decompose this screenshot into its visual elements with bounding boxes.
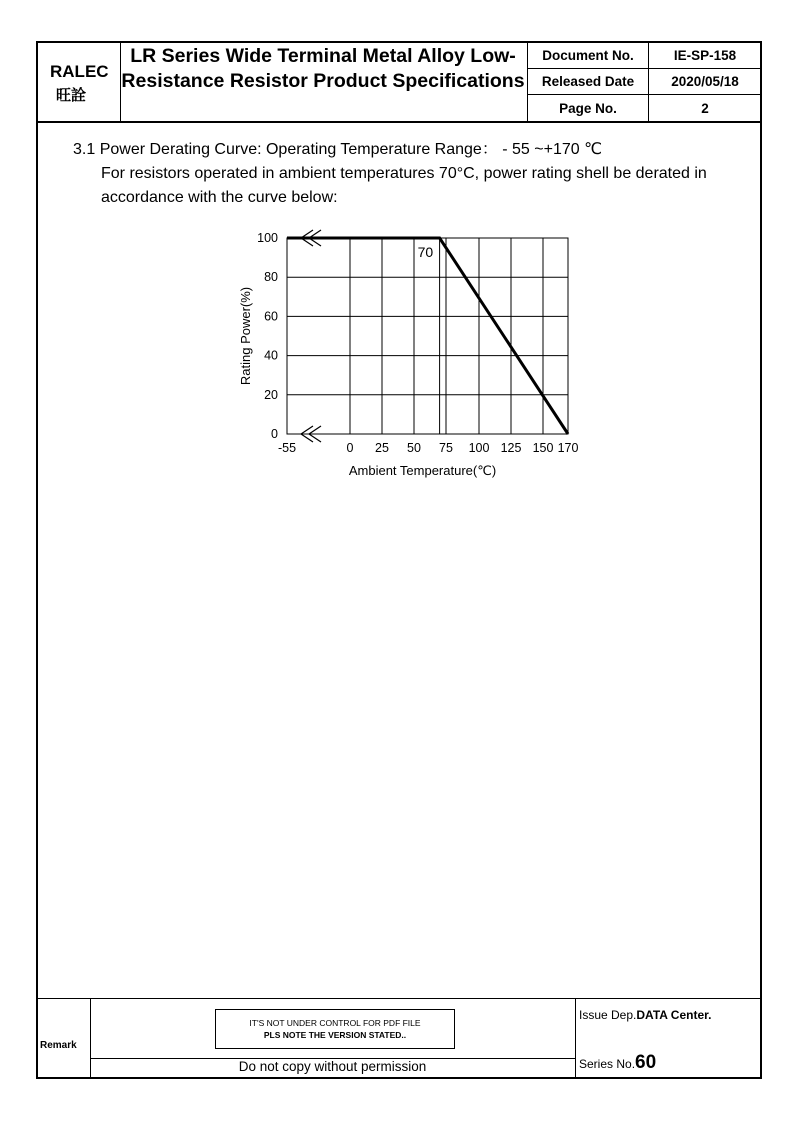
notice-line-1: IT'S NOT UNDER CONTROL FOR PDF FILE xyxy=(249,1018,421,1028)
derating-curve xyxy=(287,238,568,434)
company-block xyxy=(38,44,120,120)
release-date-label: Released Date xyxy=(541,74,635,89)
x-tick-label: 50 xyxy=(407,441,421,455)
x-tick-label: 125 xyxy=(500,441,522,455)
y-tick-label: 0 xyxy=(271,427,278,441)
doc-no-label: Document No. xyxy=(542,48,634,63)
power-derating-chart xyxy=(220,225,600,490)
series-no-label: Series No. xyxy=(579,1057,636,1071)
plot-frame xyxy=(287,238,568,434)
x-axis-label: Ambient Temperature(℃) xyxy=(348,463,497,478)
notice-line-2: PLS NOTE THE VERSION STATED.. xyxy=(263,1030,407,1040)
footer-divider xyxy=(36,998,762,999)
y-axis-label: Rating Power(%) xyxy=(238,286,253,386)
x-tick-label: -55 xyxy=(277,441,297,455)
issue-dep-label: Issue Dep. xyxy=(579,1008,637,1022)
notice-box xyxy=(215,1009,455,1049)
doc-no-value: IE-SP-158 xyxy=(673,48,737,63)
page-no-value: 2 xyxy=(701,100,709,116)
series-no xyxy=(579,1052,656,1074)
y-tick-label: 60 xyxy=(264,309,278,324)
company-name-cn: 旺詮 xyxy=(56,86,87,104)
footer-vline-2 xyxy=(575,998,576,1078)
issue-dep xyxy=(579,1008,712,1022)
x-tick-label: 0 xyxy=(346,441,354,455)
release-date-value: 2020/05/18 xyxy=(671,74,739,89)
section-heading: 3.1 Power Derating Curve: Operating Temperature Range： - 55 ~+170 ℃ xyxy=(73,141,603,158)
x-tick-label: 150 xyxy=(532,441,554,455)
company-name: RALEC xyxy=(50,62,109,81)
y-tick-label: 80 xyxy=(264,270,278,285)
remark-label: Remark xyxy=(40,1040,77,1051)
y-tick-label: 40 xyxy=(264,348,278,363)
y-tick-label: 100 xyxy=(257,231,278,245)
section-line-2: accordance with the curve below: xyxy=(101,189,338,206)
header-divider xyxy=(36,121,762,123)
page-no-label: Page No. xyxy=(559,100,617,116)
x-tick-label: 100 xyxy=(468,441,490,455)
document-title: LR Series Wide Terminal Metal Alloy Low-Resistance Resistor Product Specifications xyxy=(121,45,525,92)
x-tick-label: 170 xyxy=(557,441,579,455)
annotation-70: 70 xyxy=(417,244,434,260)
series-no-value: 60 xyxy=(635,1052,657,1073)
y-tick-label: 20 xyxy=(264,387,278,402)
issue-dep-value: DATA Center. xyxy=(636,1008,712,1022)
x-tick-label: 75 xyxy=(439,441,453,455)
section-line-1: For resistors operated in ambient temperatures 70°C, power rating shell be derated in xyxy=(101,165,707,182)
copy-notice: Do not copy without permission xyxy=(238,1059,427,1074)
x-tick-label: 25 xyxy=(375,441,389,455)
